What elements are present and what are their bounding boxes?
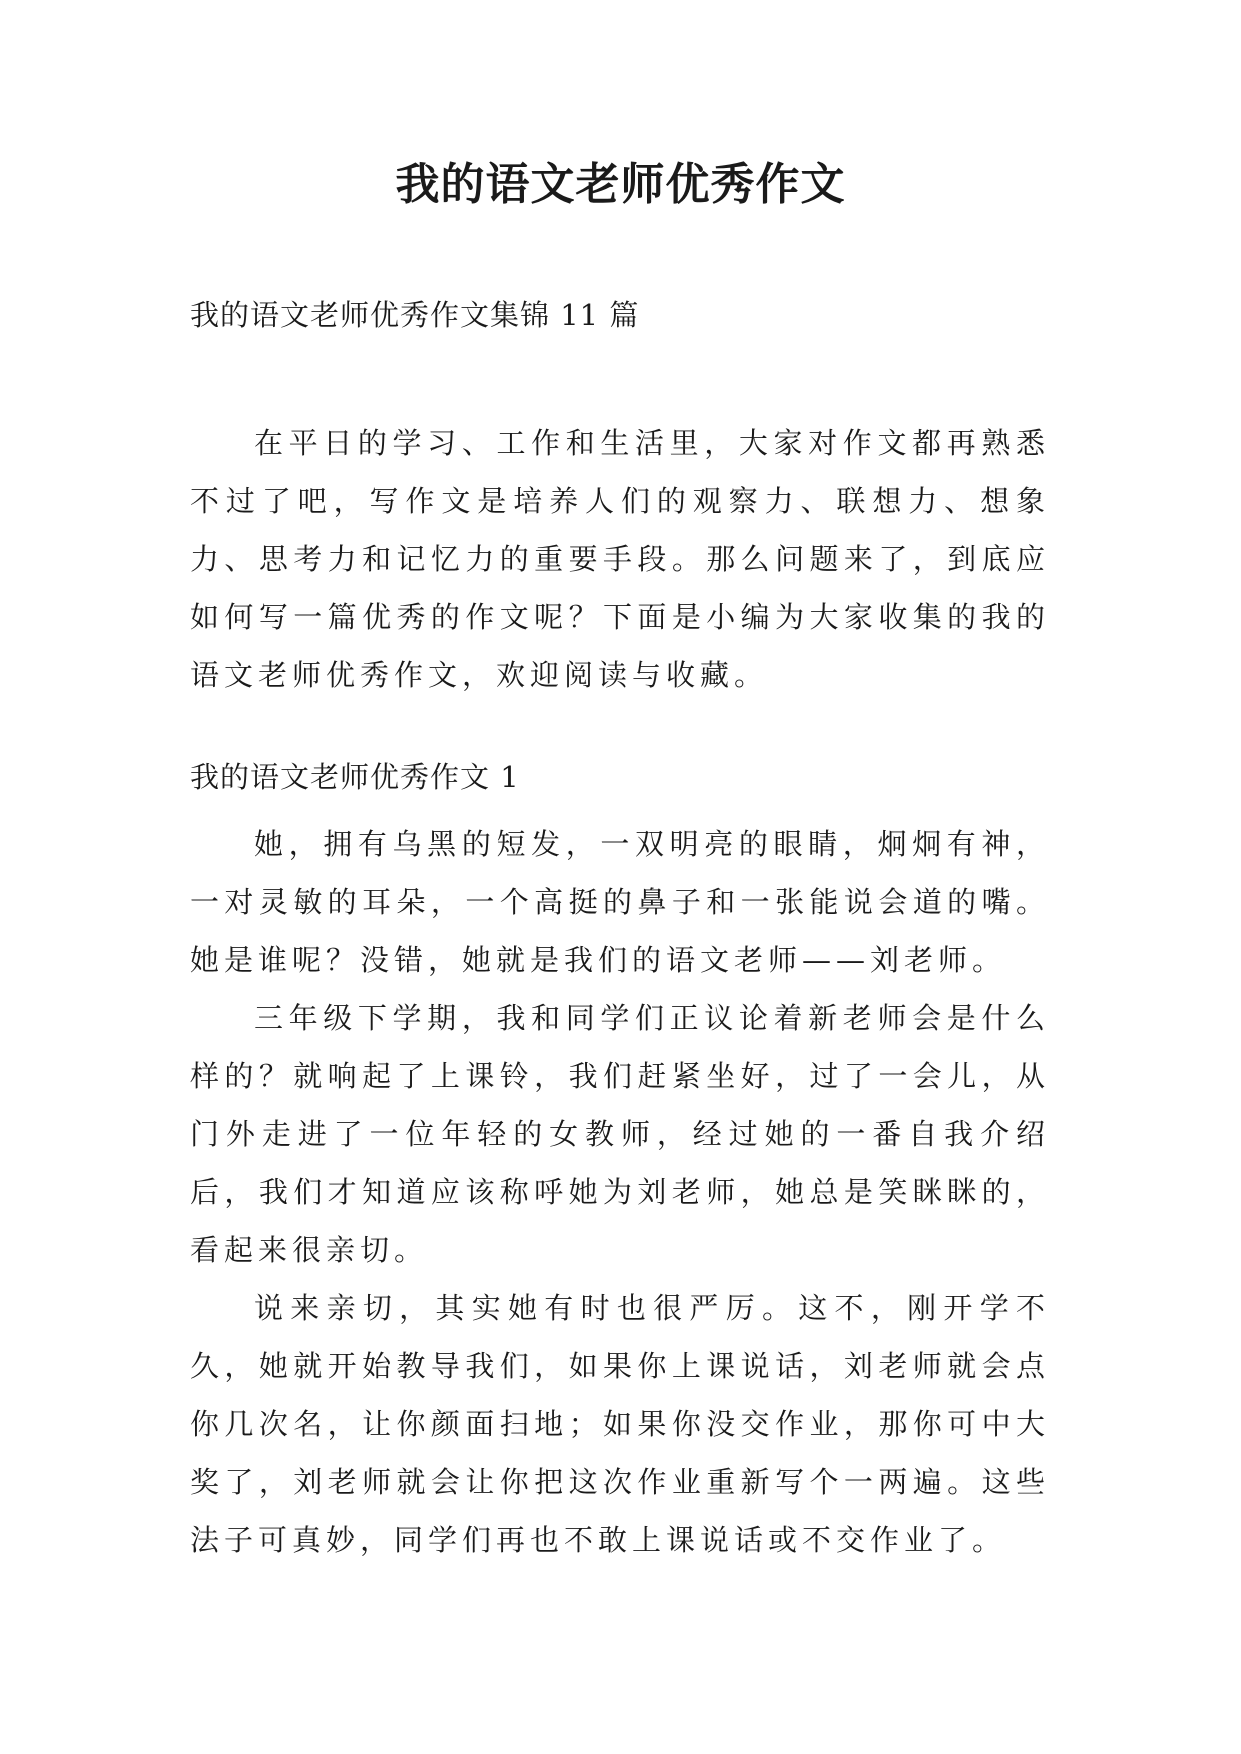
section-body (190, 815, 1050, 1569)
section-paragraph: 说来亲切，其实她有时也很严厉。这不，刚开学不久，她就开始教导我们，如果你上课说话，刘老师就会点你几次名，让你颜面扫地；如果你没交作业，那你可中大奖了，刘老师就会让你把这次作业重新写个一两遍。这些法子可真妙，同学们再也不敢上课说话或不交作业了。 (190, 1291, 1050, 1557)
section-paragraph: 三年级下学期，我和同学们正议论着新老师会是什么样的？就响起了上课铃，我们赶紧坐好，过了一会儿，从门外走进了一位年轻的女教师，经过她的一番自我介绍后，我们才知道应该称呼她为刘老师，她总是笑眯眯的，看起来很亲切。 (190, 1001, 1050, 1267)
intro-block (190, 414, 1050, 704)
section-heading: 我的语文老师优秀作文 1 (190, 760, 520, 794)
document-title: 我的语文老师优秀作文 (395, 159, 846, 210)
section-paragraph: 她，拥有乌黑的短发，一双明亮的眼睛，炯炯有神，一对灵敏的耳朵，一个高挺的鼻子和一张能说会道的嘴。她是谁呢？没错，她就是我们的语文老师——刘老师。 (190, 827, 1050, 977)
document-subtitle: 我的语文老师优秀作文集锦 11 篇 (190, 298, 640, 332)
intro-paragraph: 在平日的学习、工作和生活里，大家对作文都再熟悉不过了吧，写作文是培养人们的观察力、联想力、想象力、思考力和记忆力的重要手段。那么问题来了，到底应如何写一篇优秀的作文呢？下面是小编为大家收集的我的语文老师优秀作文，欢迎阅读与收藏。 (190, 426, 1050, 692)
